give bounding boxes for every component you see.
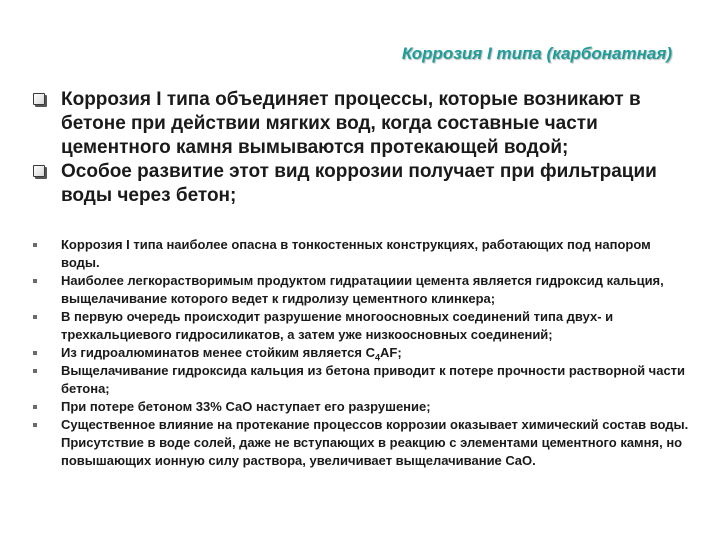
detail-bullet-item — [31, 362, 691, 398]
checkbox-bullet-icon — [33, 93, 45, 105]
detail-bullet-text: Наиболее легкорастворимым продуктом гидратациии цемента является гидроксид кальция, выщелачивание которого ведет к гидролизу цементного клинкера; — [61, 273, 664, 306]
square-bullet-icon — [33, 279, 37, 283]
detail-bullet-item — [31, 308, 691, 344]
square-bullet-icon — [33, 405, 37, 409]
main-bullet-item — [31, 88, 691, 160]
detail-bullet-item — [31, 416, 691, 470]
detail-bullet-item — [31, 272, 691, 308]
main-bullet-text: Особое развитие этот вид коррозии получает при фильтрации воды через бетон; — [61, 161, 657, 206]
main-bullet-text: Коррозия I типа объединяет процессы, которые возникают в бетоне при действии мягких вод, когда составные части цементного камня вымываются протекающей водой; — [61, 89, 641, 158]
square-bullet-icon — [33, 369, 37, 373]
slide-title: Коррозия I типа (карбонатная) — [401, 44, 672, 63]
detail-bullet-text: В первую очередь происходит разрушение многоосновных соединений типа двух- и трехкальциевого гидросиликатов, а затем уже низкоосновных соединений; — [61, 309, 614, 342]
detail-bullet-text: Выщелачивание гидроксида кальция из бетона приводит к потере прочности растворной части бетона; — [61, 363, 686, 396]
checkbox-bullet-icon — [33, 165, 45, 177]
formula-subscript: 4 — [374, 352, 380, 363]
detail-bullet-item — [31, 344, 691, 362]
main-bullet-list — [31, 88, 691, 208]
detail-bullet-text — [61, 345, 402, 363]
square-bullet-icon — [33, 315, 37, 319]
detail-bullet-text: При потере бетоном 33% СаО наступает его разрушение; — [61, 399, 431, 414]
square-bullet-icon — [33, 243, 37, 247]
detail-bullet-item — [31, 398, 691, 416]
detail-bullet-text: Существенное влияние на протекание процессов коррозии оказывает химический состав воды. Присутствие в воде солей, даже не вступающих в реакцию с элементами цементного камня, но повышающих ионную силу раствора, увеличивает выщелачивание CaO. — [61, 417, 689, 468]
detail-bullet-item — [31, 236, 691, 272]
detail-bullet-list — [31, 236, 691, 470]
square-bullet-icon — [33, 351, 37, 355]
main-bullet-item — [31, 160, 691, 208]
formula-prefix: Из гидроалюминатов менее стойким является С — [61, 345, 375, 360]
formula-suffix: AF; — [380, 345, 402, 360]
detail-bullet-text: Коррозия I типа наиболее опасна в тонкостенных конструкциях, работающих под напором воды. — [61, 237, 651, 270]
square-bullet-icon — [33, 423, 37, 427]
